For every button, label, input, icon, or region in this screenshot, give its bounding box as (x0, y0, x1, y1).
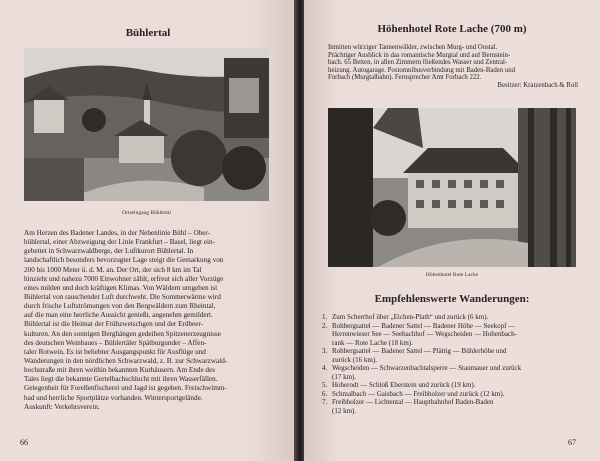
body-line: Tales liegt die bekannte Gertelbachschlucht mit ihren Wasserfällen. (24, 375, 218, 384)
right-page-title: Höhenhotel Rote Lache (700 m) (377, 23, 527, 35)
walk-line: rank — Rote Lache (18 km). (332, 338, 413, 347)
walks-heading: Empfehlenswerte Wanderungen: (374, 293, 530, 305)
walk-line: Zum Scherrhof über „Eichen-Plath“ und zurück (6 km). (332, 313, 489, 321)
walk-number: 5. (322, 381, 328, 389)
body-line: Am Herzen des Badener Landes, in der Nebenlinie Bühl – Ober- (24, 229, 211, 237)
walk-line: Rohbergsattel — Badener Sattel — Badener Höhe — Seekopf — (332, 321, 516, 330)
walk-line: Rohbergsattel — Badener Sattel — Plättig — Bühlerhöhe und (332, 347, 507, 355)
left-body-text (24, 229, 272, 412)
walk-text (332, 322, 584, 348)
walk-number: 7. (322, 398, 328, 406)
walk-number: 2. (322, 321, 328, 330)
body-line: des deutschen Weinbaues – Bühlertäler Spätburgunder – Affen- (24, 338, 207, 347)
walk-item (322, 381, 584, 390)
body-line: bad und herrliche Sportplätze vorhanden. Wintersportgelände. (24, 393, 203, 402)
body-line: Wanderungen in den nördlichen Schwarzwald, z. B. zur Schwarzwald- (24, 356, 228, 365)
body-line: bühlertal, einer Abzweigung der Linie Frankfurt – Basel, liegt ein- (24, 238, 216, 247)
body-line: Auskunft: Verkehrsverein. (24, 402, 100, 411)
walk-number: 6. (322, 389, 328, 398)
body-line: taler Rotwein. Es ist beliebter Ausgangspunkt für Ausflüge und (24, 347, 206, 356)
left-page-title: Bühlertal (125, 27, 171, 39)
walk-item (322, 398, 584, 415)
walk-number: 1. (322, 313, 328, 321)
body-line: eines milden und doch kräftigen Klimas. Von Wäldern umgeben ist (24, 283, 218, 292)
walk-item (322, 390, 584, 399)
body-line: gebettet in Schwarzwaldberge, der Luftkurort Bühlertal. In (24, 247, 194, 256)
photo-buehlertal-image (24, 48, 269, 201)
walk-line: Freibholzer — Lichtental — Hauptbahnhof Baden-Baden (332, 398, 494, 406)
photo-hotel-image (328, 108, 576, 267)
photo-buehlertal-village (24, 48, 269, 201)
body-line: durch frische Luftströmungen von den Bergwäldern zum Rheintal, (24, 302, 216, 311)
body-line: Gelegenheit für Forellenfischerei und Jagd ist gegeben. Freischwimm- (24, 384, 227, 393)
walk-line: Wegscheiden — Schwarzenbachtalsperre — Staumauer und zurück (332, 364, 522, 372)
left-page (0, 0, 296, 461)
walk-item (322, 347, 584, 364)
body-line: 200 bis 1000 Meter ü. d. M. an. Der Ort, der sich 8 km im Tal (24, 265, 202, 274)
walk-text (332, 364, 584, 381)
walk-text (332, 390, 584, 399)
left-page-number: 66 (20, 438, 28, 447)
body-line: hochstraße mit ihren weithin bekannten Kurhäusern. Am Ende des (24, 366, 216, 375)
right-page (304, 0, 600, 461)
walk-text (332, 313, 584, 322)
walk-item (322, 313, 584, 322)
walk-line: Schmalbach — Gaisbach — Freibholzer und zurück (12 km). (332, 389, 505, 398)
photo-hotel-rote-lache (328, 108, 576, 267)
walk-text (332, 398, 584, 415)
intro-line: Inmitten würziger Tannenwälder, zwischen Murg- und Oostal. (328, 44, 498, 51)
walk-line: (17 km). (332, 372, 357, 381)
walks-list (322, 313, 584, 415)
body-line: kulturen. An den sonnigen Berghängen gedeihen Spitzenerzeugnisse (24, 329, 221, 338)
walk-line: Hoherodt — Schloß Eberstein und zurück (19 km). (332, 381, 476, 389)
walk-line: Herrenwieser See — Seebachhof — Wegscheiden — Hohenbach- (332, 330, 517, 338)
intro-line: heizung. Autogarage. Postomnibusverbindung mit Baden-Baden und (328, 66, 516, 74)
walk-line: zurück (16 km). (332, 355, 377, 364)
body-line: Bühlertal von rauschender Luft durchweht. Die Sommerwärme wird (24, 292, 221, 301)
right-page-number: 67 (568, 438, 576, 447)
intro-line: Forbach (Murgtalbahn). Fernsprecher Amt Forbach 222. (328, 74, 482, 82)
hotel-owner-line: Besitzer: Kratzenbach & Roll (497, 81, 578, 89)
body-line: hinzieht und nahezu 7000 Einwohner zählt, erfreut sich aller Vorzüge (24, 274, 224, 283)
left-photo-caption: Ortseingang Bühlertal (122, 210, 171, 216)
hotel-description (328, 44, 578, 90)
walk-text (332, 381, 584, 390)
body-line: landschaftlich besonders bevorzugter Lage steigt die Gemarkung von (24, 256, 224, 265)
intro-line: bach. 65 Betten, in allen Zimmern fließendes Wasser und Zentral- (328, 59, 508, 67)
walk-text (332, 347, 584, 364)
walk-number: 4. (322, 364, 328, 372)
walk-item (322, 322, 584, 348)
body-line: Bühlertal ist die Heimat der Frühzwetschgen und der Erdbeer- (24, 320, 204, 329)
walk-item (322, 364, 584, 381)
body-line: auf die man eine herrliche Aussicht genießt, angenehm gemildert. (24, 311, 213, 320)
right-photo-caption: Höhenhotel Rote Lache (425, 272, 479, 278)
walk-line: (12 km). (332, 406, 357, 415)
walk-number: 3. (322, 347, 328, 355)
intro-line: Prächtiger Ausblick in das romantische Murgtal und auf Bernstein- (328, 51, 511, 59)
